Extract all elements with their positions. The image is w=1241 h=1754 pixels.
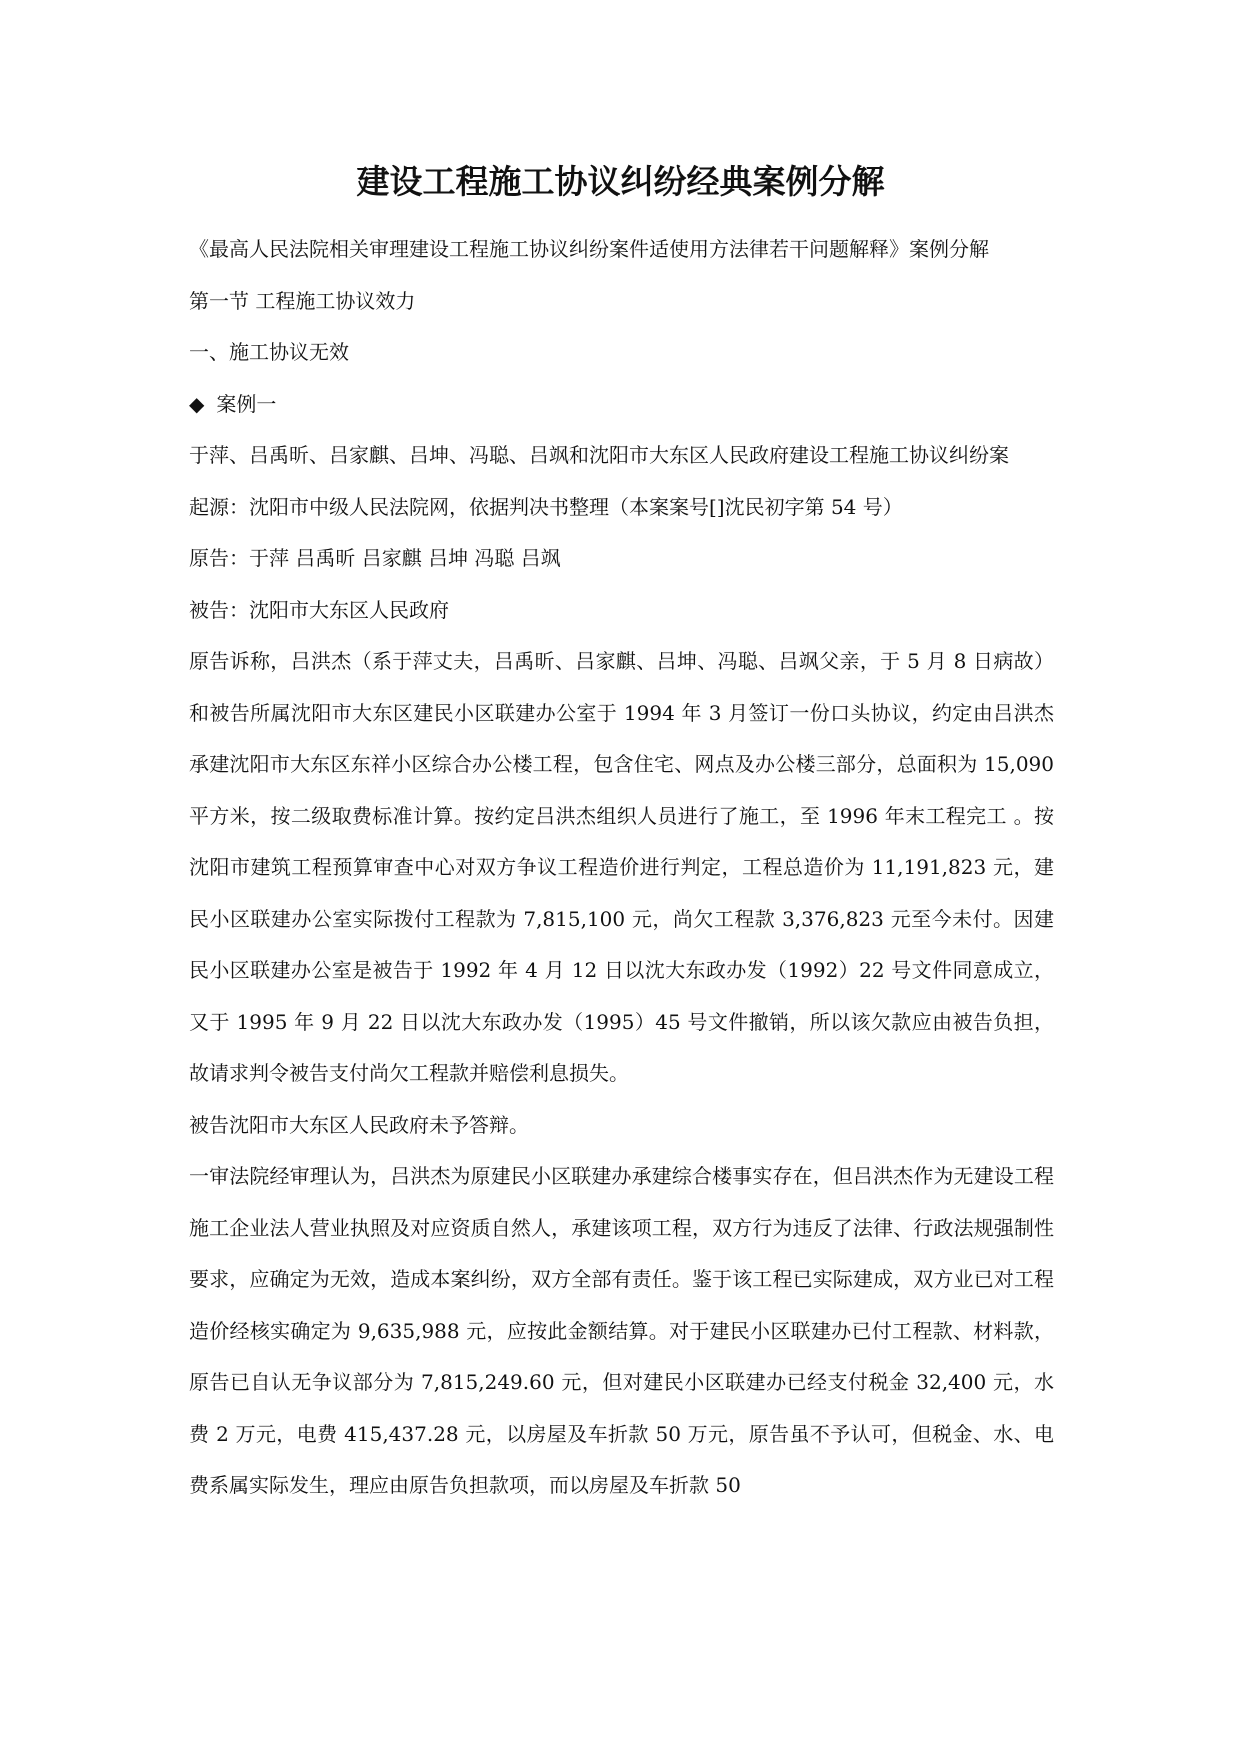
- document-body: [189, 224, 1054, 1512]
- section-heading: 第一节 工程施工协议效力: [189, 288, 416, 313]
- claim-paragraph: 原告诉称，吕洪杰（系于萍丈夫，吕禹昕、吕家麒、吕坤、冯聪、吕飒父亲，于 5 月 8 日病故）和被告所属沈阳市大东区建民小区联建办公室于 1994 年 3 月签订一份口头协议，约定由吕洪杰承建沈阳市大东区东祥小区综合办公楼工程，包含住宅、网点及办公楼三部分，总面积为 15,090 平方米，按二级取费标准计算。按约定吕洪杰组织人员进行了施工，至 1996 年末工程完工 。按沈阳市建筑工程预算审查中心对双方争议工程造价进行判定，工程总造价为 11,191,823 元，建民小区联建办公室实际拨付工程款为 7,815,100 元，尚欠工程款 3,376,823 元至今未付。因建民小区联建办公室是被告于 1992 年 4 月 12 日以沈大东政办发（1992）22 号文件同意成立，又于 1995 年 9 月 22 日以沈大东政办发（1995）45 号文件撤销，所以该欠款应由被告负担，故请求判令被告支付尚欠工程款并赔偿利息损失。: [189, 649, 1054, 1085]
- defendant-paragraph: 被告：沈阳市大东区人民政府: [189, 597, 449, 622]
- source-paragraph: 起源：沈阳市中级人民法院网，依据判决书整理（本案案号[]沈民初字第 54 号）: [189, 494, 903, 519]
- case-heading: [189, 379, 1054, 431]
- case-title-paragraph: 于萍、吕禹昕、吕家麒、吕坤、冯聪、吕飒和沈阳市大东区人民政府建设工程施工协议纠纷案: [189, 443, 1009, 467]
- defense-paragraph: 被告沈阳市大东区人民政府未予答辩。: [189, 1112, 529, 1137]
- subtitle-paragraph: 《最高人民法院相关审理建设工程施工协议纠纷案件适使用方法律若干问题解释》案例分解: [189, 237, 989, 261]
- subsection-heading: 一、施工协议无效: [189, 340, 349, 364]
- document-title: 建设工程施工协议纠纷经典案例分解: [356, 162, 885, 201]
- ruling-paragraph: 一审法院经审理认为，吕洪杰为原建民小区联建办承建综合楼事实存在，但吕洪杰作为无建设工程施工企业法人营业执照及对应资质自然人，承建该项工程，双方行为违反了法律、行政法规强制性要求，应确定为无效，造成本案纠纷，双方全部有责任。鉴于该工程已实际建成，双方业已对工程造价经核实确定为 9,635,988 元，应按此金额结算。对于建民小区联建办已付工程款、材料款，原告已自认无争议部分为 7,815,249.60 元，但对建民小区联建办已经支付税金 32,400 元，水费 2 万元，电费 415,437.28 元，以房屋及车折款 50 万元，原告虽不予认可，但税金、水、电费系属实际发生，理应由原告负担款项，而以房屋及车折款 50: [189, 1164, 1054, 1497]
- case-heading-label: 案例一: [216, 391, 277, 416]
- diamond-bullet-icon: ◆: [189, 391, 205, 416]
- plaintiff-paragraph: 原告：于萍 吕禹昕 吕家麒 吕坤 冯聪 吕飒: [189, 546, 561, 570]
